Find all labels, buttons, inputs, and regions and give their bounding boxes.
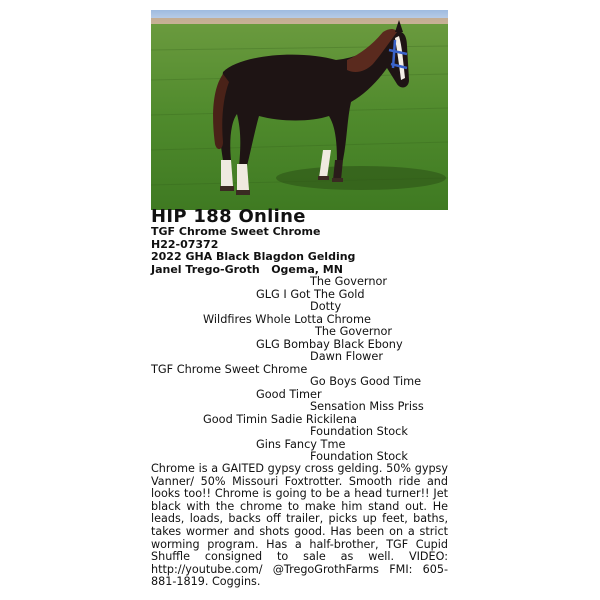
- pedigree-sire: Wildfires Whole Lotta Chrome: [203, 312, 371, 326]
- pedigree-dam-sire-sire: Go Boys Good Time: [310, 375, 422, 388]
- consignor-line: [151, 264, 451, 277]
- horse-photo: [151, 10, 448, 210]
- consignor-location: Ogema, MN: [271, 262, 343, 276]
- pedigree-chart: [151, 276, 451, 464]
- pedigree-dam-dam: Gins Fancy Tme: [256, 437, 346, 451]
- pedigree-dam: Good Timin Sadie Rickilena: [203, 412, 357, 426]
- horse-description-line: 2022 GHA Black Blagdon Gelding: [151, 250, 356, 263]
- pedigree-sire-sire: GLG I Got The Gold: [256, 287, 365, 301]
- horse-illustration: [151, 10, 448, 210]
- pedigree-sire-dam-sire: The Governor: [315, 325, 393, 338]
- hip-title: HIP 188 Online: [151, 206, 306, 227]
- pedigree-sire-sire-dam: Dotty: [310, 300, 342, 313]
- pedigree-sire-sire-sire: The Governor: [310, 275, 388, 288]
- pedigree-subject: TGF Chrome Sweet Chrome: [151, 362, 308, 376]
- pedigree-sire-dam-dam: Dawn Flower: [310, 350, 383, 363]
- pedigree-dam-dam-dam: Foundation Stock: [310, 450, 408, 463]
- pedigree-sire-dam: GLG Bombay Black Ebony: [256, 337, 403, 351]
- horse-name: TGF Chrome Sweet Chrome: [151, 225, 321, 238]
- consignor-name: Janel Trego-Groth: [151, 262, 260, 276]
- pedigree-dam-sire: Good Timer: [256, 387, 322, 401]
- pedigree-dam-dam-sire: Foundation Stock: [310, 425, 408, 438]
- registration-number: H22-07372: [151, 237, 219, 251]
- lot-remarks: Chrome is a GAITED gypsy cross gelding. 50% gypsy Vanner/ 50% Missouri Foxtrotter. Smooth ride and looks too!! Chrome is going to be a head turner!! Jet black with the chrome to make him stand out. He leads, loads, backs off trailer, picks up feet, baths, takes wormer and shots good. Has been on a strict worming program. Has a half-brother, TGF Cupid Shuffle consigned to sale as well. VIDEO: http://youtube.com/ @TregoGrothFarms FMI: 605-881-1819. Coggins.: [151, 462, 448, 589]
- lot-header: [151, 207, 451, 276]
- pedigree-dam-sire-dam: Sensation Miss Priss: [310, 400, 424, 413]
- horse-shadow: [276, 166, 446, 190]
